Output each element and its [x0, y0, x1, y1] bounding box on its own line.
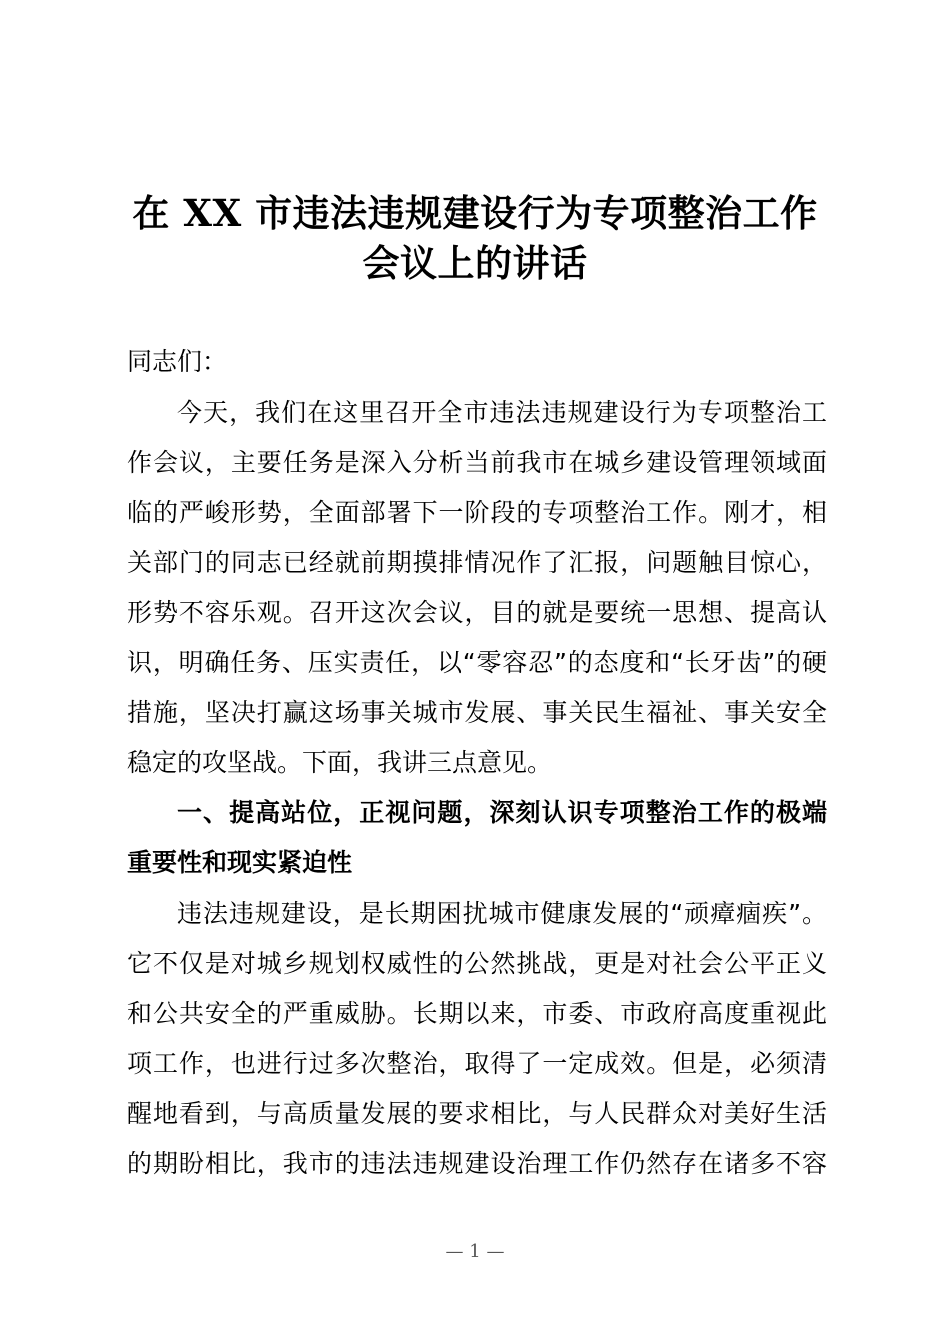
paragraph-line: 和公共安全的严重威胁。长期以来，市委、市政府高度重视此	[127, 999, 827, 1028]
page-number: — 1 —	[445, 1241, 505, 1262]
paragraph-line: 它不仅是对城乡规划权威性的公然挑战，更是对社会公平正义	[127, 949, 827, 978]
paragraph-line: 识，明确任务、压实责任，以“零容忍”的态度和“长牙齿”的硬	[127, 648, 827, 677]
paragraph-line: 临的严峻形势，全面部署下一阶段的专项整治工作。刚才，相	[127, 498, 827, 527]
paragraph-line: 醒地看到，与高质量发展的要求相比，与人民群众对美好生活	[127, 1099, 827, 1128]
paragraph-line: 作会议，主要任务是深入分析当前我市在城乡建设管理领域面	[127, 448, 827, 477]
paragraph-line: 关部门的同志已经就前期摸排情况作了汇报，问题触目惊心，	[127, 548, 827, 577]
paragraph-line: 今天，我们在这里召开全市违法违规建设行为专项整治工	[177, 398, 827, 427]
section-heading-line: 一、提高站位，正视问题，深刻认识专项整治工作的极端	[177, 798, 827, 827]
section-heading-line: 重要性和现实紧迫性	[127, 848, 353, 877]
paragraph-line: 稳定的攻坚战。下面，我讲三点意见。	[127, 748, 553, 777]
paragraph-line: 措施，坚决打赢这场事关城市发展、事关民生福祉、事关安全	[127, 698, 827, 727]
paragraph-line: 项工作，也进行过多次整治，取得了一定成效。但是，必须清	[127, 1049, 827, 1078]
salutation: 同志们：	[127, 347, 228, 376]
document-title-line-1: 在 XX 市违法违规建设行为专项整治工作	[132, 191, 818, 235]
paragraph-line: 形势不容乐观。召开这次会议，目的就是要统一思想、提高认	[127, 598, 827, 627]
document-title-line-2: 会议上的讲话	[362, 241, 588, 285]
paragraph-line: 的期盼相比，我市的违法违规建设治理工作仍然存在诸多不容	[127, 1149, 827, 1178]
paragraph-line: 违法违规建设，是长期困扰城市健康发展的“顽瘴痼疾”。	[177, 899, 827, 928]
